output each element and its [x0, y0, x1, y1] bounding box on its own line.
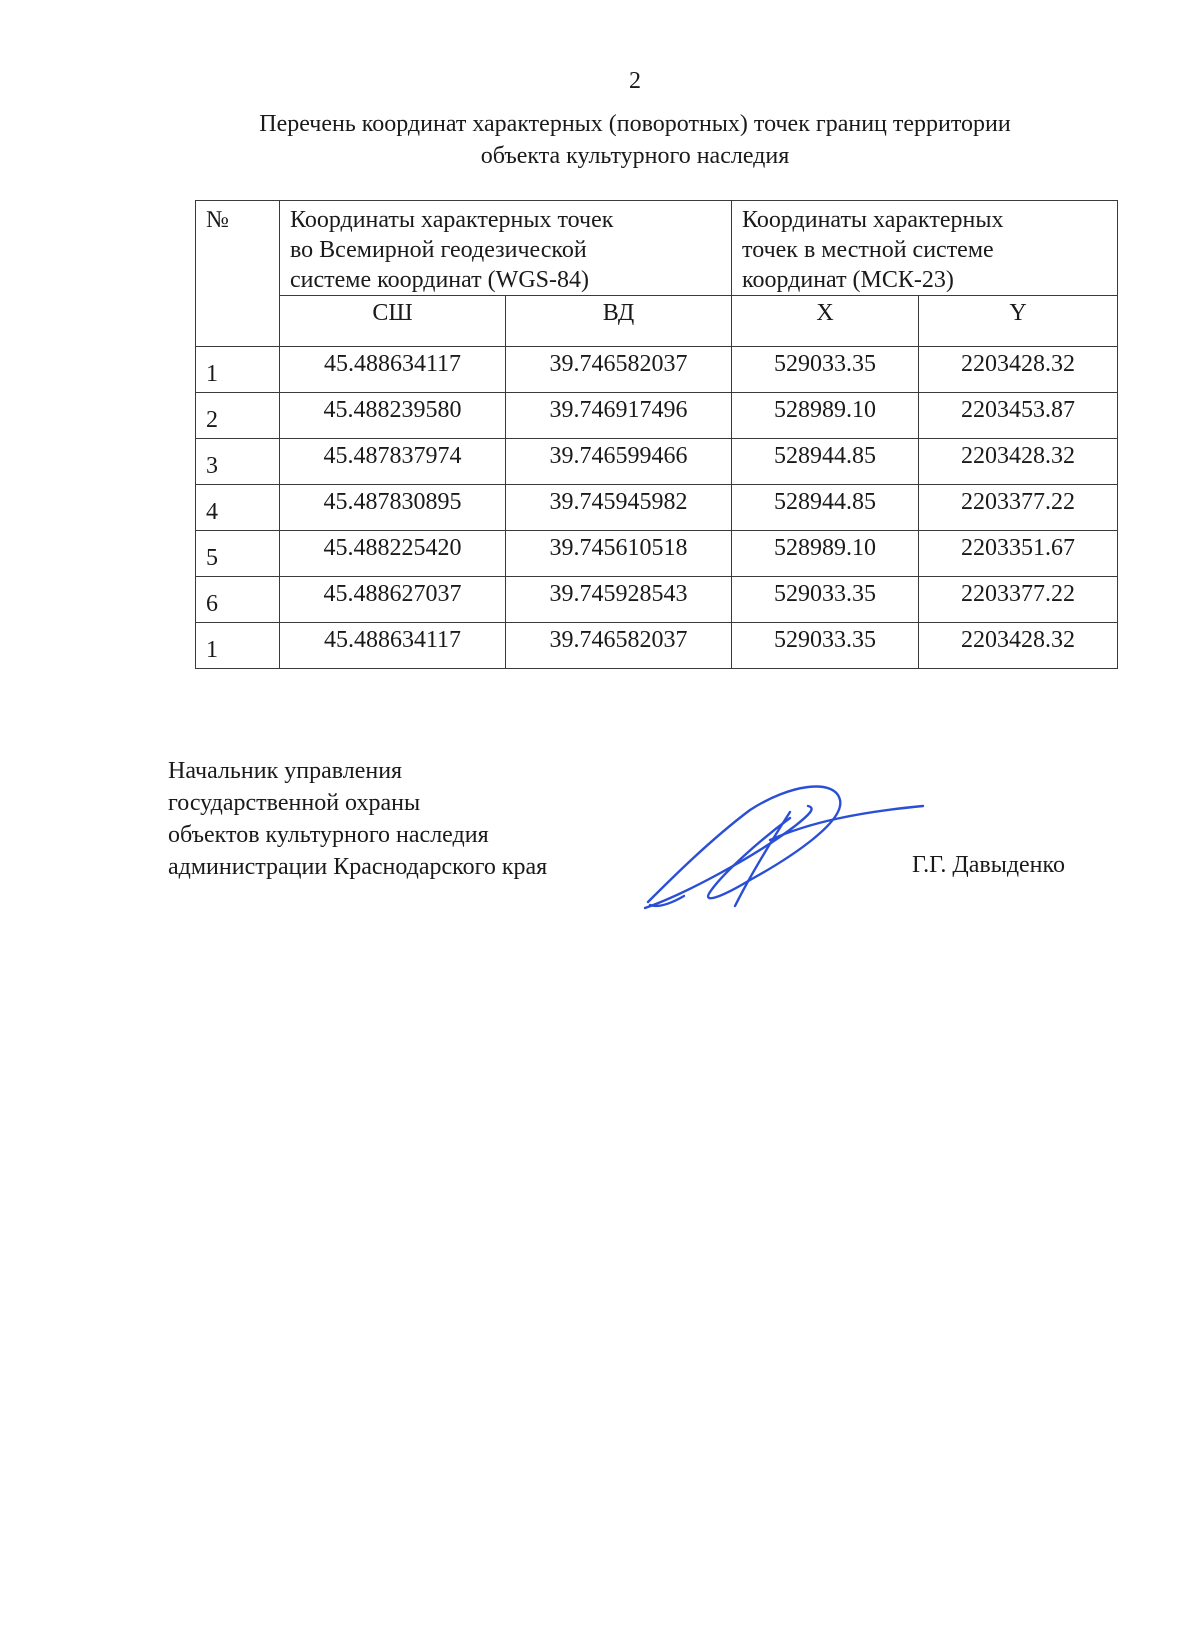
title-line-2: объекта культурного наследия — [480, 143, 790, 169]
header-msk23-line-3: координат (МСК-23) — [742, 267, 954, 293]
cell-longitude: 39.746582037 — [506, 347, 732, 393]
page-number: 2 — [629, 68, 641, 94]
position-line-1: Начальник управления — [168, 758, 403, 784]
cell-latitude: 45.488225420 — [280, 531, 506, 577]
cell-y: 2203428.32 — [919, 439, 1118, 485]
coordinates-table — [195, 200, 1118, 669]
cell-point-number: 1 — [196, 623, 280, 669]
cell-point-number: 5 — [196, 531, 280, 577]
position-line-3: объектов культурного наследия — [168, 822, 489, 848]
cell-point-number: 3 — [196, 439, 280, 485]
header-wgs84-line-3: системе координат (WGS-84) — [290, 267, 589, 293]
signatory-position — [168, 755, 547, 883]
cell-longitude: 39.745928543 — [506, 577, 732, 623]
cell-latitude: 45.487837974 — [280, 439, 506, 485]
cell-x: 529033.35 — [732, 623, 919, 669]
cell-longitude: 39.746599466 — [506, 439, 732, 485]
table-row — [196, 393, 1118, 439]
cell-x: 528944.85 — [732, 485, 919, 531]
cell-latitude: 45.488627037 — [280, 577, 506, 623]
cell-latitude: 45.488634117 — [280, 623, 506, 669]
cell-y: 2203377.22 — [919, 577, 1118, 623]
handwritten-signature — [640, 780, 930, 920]
cell-longitude: 39.746917496 — [506, 393, 732, 439]
table-subheader-row — [196, 296, 1118, 347]
table-row — [196, 531, 1118, 577]
header-msk23-line-1: Координаты характерных — [742, 207, 1004, 233]
cell-y: 2203428.32 — [919, 623, 1118, 669]
signature-stroke-loop — [648, 787, 840, 902]
cell-point-number: 4 — [196, 485, 280, 531]
signature-stroke-tail — [770, 806, 923, 840]
header-x: X — [732, 296, 919, 347]
table-row — [196, 347, 1118, 393]
header-y: Y — [919, 296, 1118, 347]
cell-latitude: 45.488239580 — [280, 393, 506, 439]
cell-x: 528944.85 — [732, 439, 919, 485]
table-header-row — [196, 201, 1118, 296]
cell-longitude: 39.745945982 — [506, 485, 732, 531]
title-line-1: Перечень координат характерных (поворотных) точек границ территории — [259, 111, 1011, 137]
table-row — [196, 577, 1118, 623]
header-msk23-group — [732, 201, 1118, 296]
header-longitude: ВД — [506, 296, 732, 347]
cell-y: 2203377.22 — [919, 485, 1118, 531]
cell-longitude: 39.746582037 — [506, 623, 732, 669]
table-row — [196, 623, 1118, 669]
header-msk23-line-2: точек в местной системе — [742, 237, 994, 263]
header-wgs84-line-1: Координаты характерных точек — [290, 207, 614, 233]
cell-x: 529033.35 — [732, 577, 919, 623]
cell-x: 529033.35 — [732, 347, 919, 393]
cell-x: 528989.10 — [732, 531, 919, 577]
cell-y: 2203453.87 — [919, 393, 1118, 439]
header-number: № — [196, 201, 280, 347]
cell-longitude: 39.745610518 — [506, 531, 732, 577]
cell-point-number: 1 — [196, 347, 280, 393]
cell-latitude: 45.487830895 — [280, 485, 506, 531]
position-line-2: государственной охраны — [168, 790, 421, 816]
cell-point-number: 2 — [196, 393, 280, 439]
cell-latitude: 45.488634117 — [280, 347, 506, 393]
cell-point-number: 6 — [196, 577, 280, 623]
cell-y: 2203351.67 — [919, 531, 1118, 577]
header-latitude: СШ — [280, 296, 506, 347]
document-title — [150, 108, 1120, 172]
position-line-4: администрации Краснодарского края — [168, 854, 548, 880]
cell-y: 2203428.32 — [919, 347, 1118, 393]
header-wgs84-group — [280, 201, 732, 296]
cell-x: 528989.10 — [732, 393, 919, 439]
signatory-name: Г.Г. Давыденко — [912, 852, 1065, 878]
table-row — [196, 439, 1118, 485]
table-row — [196, 485, 1118, 531]
header-wgs84-line-2: во Всемирной геодезической — [290, 237, 587, 263]
